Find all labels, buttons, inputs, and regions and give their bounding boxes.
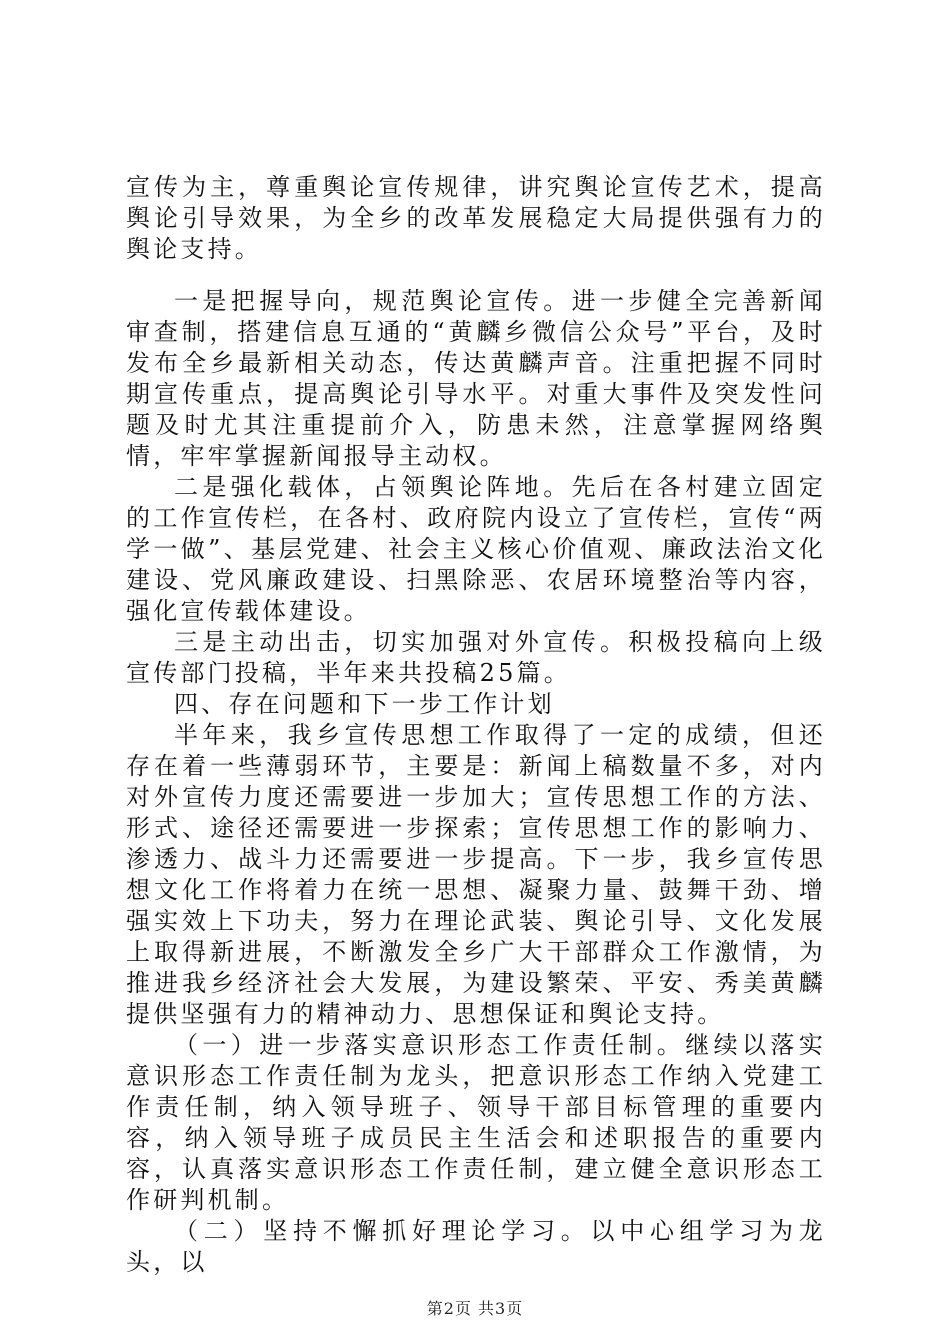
- section-heading: 四、存在问题和下一步工作计划: [174, 690, 555, 718]
- paragraph-external-publicity: 三是主动出击，切实加强对外宣传。积极投稿向上级宣传部门投稿，半年来共投稿25篇。: [126, 628, 826, 687]
- paragraph-problems-plan: 半年来，我乡宣传思想工作取得了一定的成绩，但还存在着一些薄弱环节，主要是：新闻上稿数量不多，对内对外宣传力度还需要进一步加大；宣传思想工作的方法、形式、途径还需要进一步探索；宣传思想工作的影响力、渗透力、战斗力还需要进一步提高。下一步，我乡宣传思想文化工作将着力在统一思想、凝聚力量、鼓舞干劲、增强实效上下功夫，努力在理论武装、舆论引导、文化发展上取得新进展，不断激发全乡广大干部群众工作激情，为推进我乡经济社会大发展，为建设繁荣、平安、秀美黄麟提供坚强有力的精神动力、思想保证和舆论支持。: [126, 721, 826, 1028]
- page-footer: 第2页 共3页: [426, 1299, 524, 1318]
- paragraph-item-2: （二）坚持不懈抓好理论学习。以中心组学习为龙头，以: [126, 1217, 826, 1276]
- document-body: [126, 172, 826, 1278]
- paragraph-carrier: 二是强化载体，占领舆论阵地。先后在各村建立固定的工作宣传栏，在各村、政府院内设立了宣传栏，宣传“两学一做”、基层党建、社会主义核心价值观、廉政法治文化建设、党风廉政建设、扫黑除恶、农居环境整治等内容，强化宣传载体建设。: [126, 473, 826, 625]
- paragraph-continuation: 宣传为主，尊重舆论宣传规律，讲究舆论宣传艺术，提高舆论引导效果，为全乡的改革发展稳定大局提供强有力的舆论支持。: [126, 173, 826, 263]
- paragraph-guidance: 一是把握导向，规范舆论宣传。进一步健全完善新闻审查制，搭建信息互通的“黄麟乡微信公众号”平台，及时发布全乡最新相关动态，传达黄麟声音。注重把握不同时期宣传重点，提高舆论引导水平。对重大事件及突发性问题及时尤其注重提前介入，防患未然，注意掌握网络舆情，牢牢掌握新闻报导主动权。: [126, 287, 826, 470]
- paragraph-item-1: （一）进一步落实意识形态工作责任制。继续以落实意识形态工作责任制为龙头，把意识形态工作纳入党建工作责任制，纳入领导班子、领导干部目标管理的重要内容，纳入领导班子成员民主生活会和述职报告的重要内容，认真落实意识形态工作责任制，建立健全意识形态工作研判机制。: [126, 1031, 826, 1214]
